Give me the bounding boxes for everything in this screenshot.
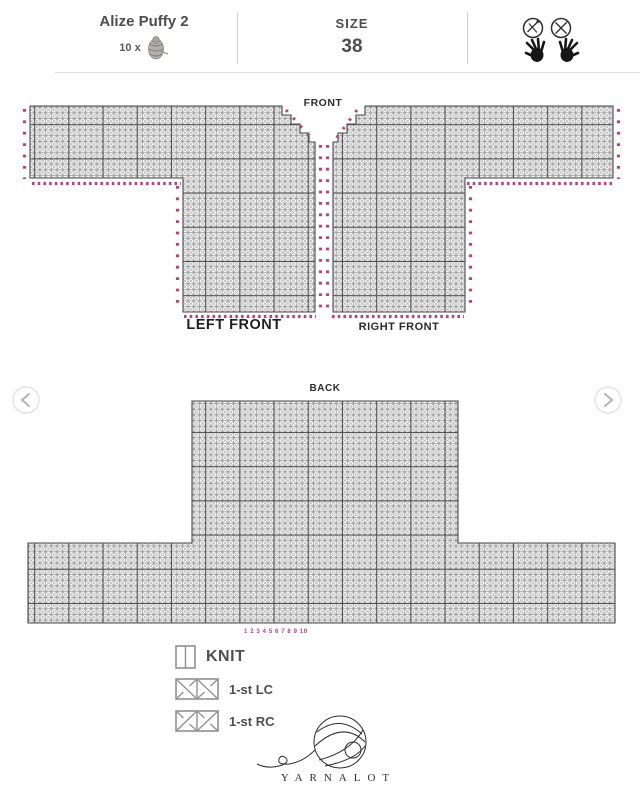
back-label: BACK — [309, 383, 341, 394]
header-divider-left — [237, 12, 238, 64]
size-value: 38 — [341, 36, 363, 57]
left-front-chart — [30, 106, 315, 312]
size-label: SIZE — [335, 16, 369, 31]
next-button[interactable] — [595, 387, 621, 413]
header-divider-right — [467, 12, 468, 64]
left-front-label: LEFT FRONT — [186, 317, 282, 333]
yarn-quantity: 10 x — [119, 41, 141, 54]
yarn-name: Alize Puffy 2 — [99, 13, 189, 30]
back-chart — [28, 401, 615, 623]
header-rule — [55, 72, 640, 73]
legend-label: KNIT — [206, 648, 246, 665]
yarn-quantity-row — [58, 34, 230, 61]
prev-button[interactable] — [13, 387, 39, 413]
left-cross-symbol — [175, 678, 219, 700]
handmade-hands-icon — [520, 35, 586, 63]
legend-item-knit — [175, 645, 475, 669]
legend-item-lc — [175, 677, 475, 701]
front-label: FRONT — [303, 97, 343, 109]
right-front-label: RIGHT FRONT — [358, 321, 440, 333]
legend-label: 1-st LC — [229, 681, 274, 697]
legend-label: 1-st RC — [229, 713, 275, 729]
right-front-chart — [333, 106, 613, 312]
brand-name: YARNALOT — [280, 772, 397, 784]
knit-symbol — [175, 645, 196, 669]
yarnalot-logo-icon — [255, 712, 415, 772]
yarn-skein-icon — [145, 34, 169, 61]
right-cross-symbol — [175, 710, 219, 732]
knitting-charts — [0, 90, 643, 638]
back-bottom-numbers: 1 2 3 4 5 6 7 8 9 10 — [244, 629, 308, 635]
